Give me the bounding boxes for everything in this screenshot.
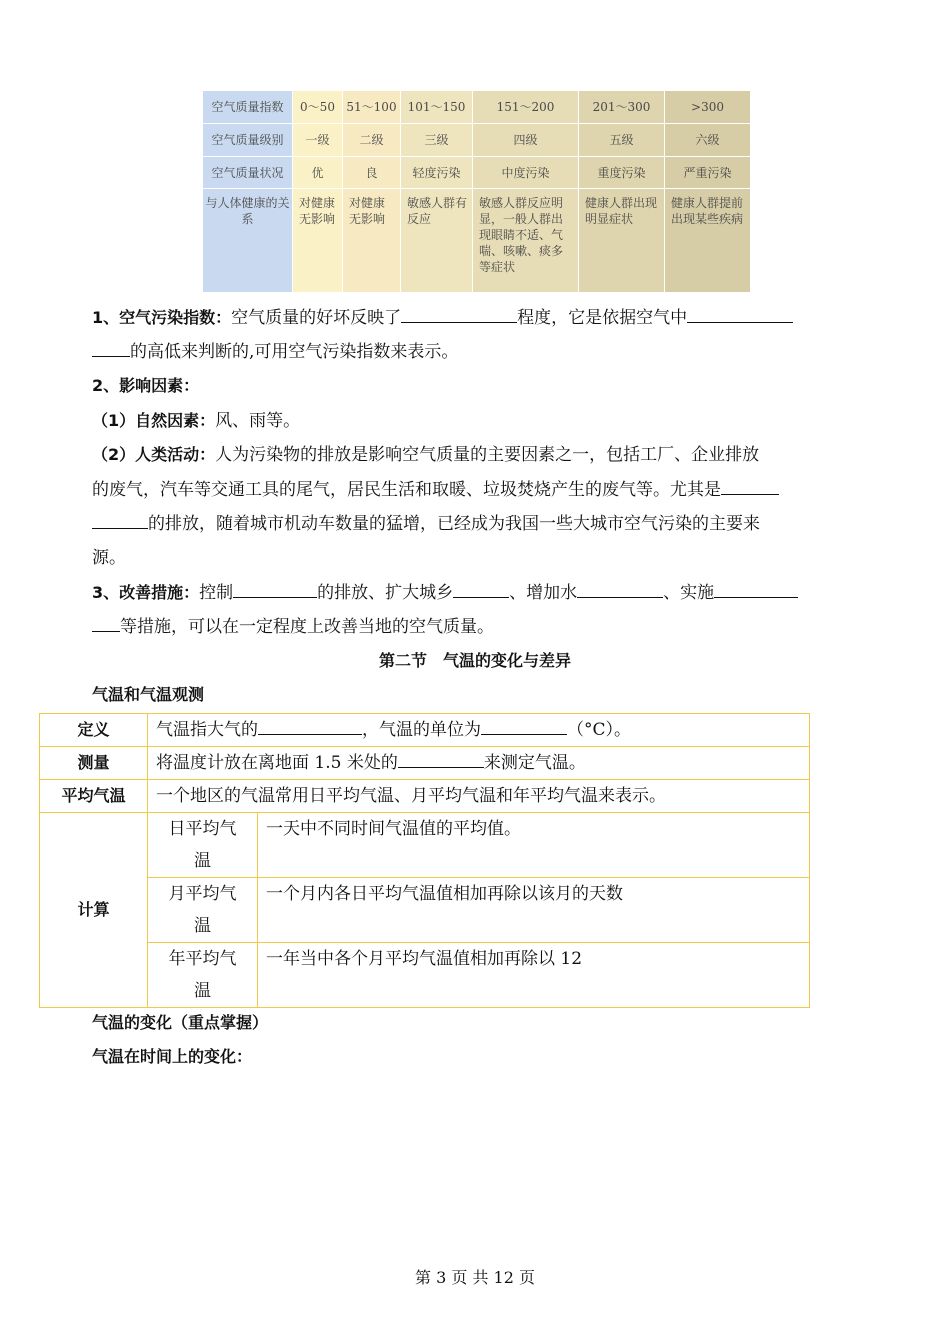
aqi-cell: 严重污染 bbox=[665, 157, 751, 189]
section3-line1 bbox=[92, 576, 862, 610]
aqi-cell: 五级 bbox=[579, 124, 665, 157]
subsection-title: 气温和气温观测 bbox=[92, 685, 205, 704]
aqi-cell: 201～300 bbox=[579, 91, 665, 124]
calc-name-cell bbox=[148, 878, 258, 943]
temp-row-calc-month bbox=[40, 878, 810, 943]
aqi-row-level bbox=[203, 124, 751, 157]
human-factor-text-b: 的废气，汽车等交通工具的尾气，居民生活和取暖、垃圾焚烧产生的废气等。尤其是 bbox=[92, 480, 721, 500]
aqi-cell: 三级 bbox=[401, 124, 473, 157]
aqi-cell: 健康人群出现明显症状 bbox=[579, 189, 665, 293]
section1-title: 1、空气污染指数： bbox=[92, 308, 232, 327]
aqi-cell: 重度污染 bbox=[579, 157, 665, 189]
section2-human-line1 bbox=[92, 438, 862, 472]
measure-cell bbox=[148, 747, 810, 780]
temp-row-measure bbox=[40, 747, 810, 780]
average-label: 平均气温 bbox=[40, 780, 148, 813]
aqi-cell: 101～150 bbox=[401, 91, 473, 124]
aqi-cell: 良 bbox=[343, 157, 401, 189]
air-quality-index-table bbox=[202, 90, 751, 293]
section3-title: 3、改善措施： bbox=[92, 583, 200, 602]
calc-name-b: 温 bbox=[194, 981, 211, 1001]
human-factor-text-a: 人为污染物的排放是影响空气质量的主要因素之一，包括工厂、企业排放 bbox=[215, 445, 760, 465]
calc-name-a: 日平均气 bbox=[168, 819, 237, 839]
temp-row-calc-day bbox=[40, 813, 810, 878]
section3-t2: 的排放、扩大城乡 bbox=[317, 583, 454, 603]
section1-line2 bbox=[92, 335, 862, 369]
aqi-cell: 敏感人群有反应 bbox=[401, 189, 473, 293]
calc-name-b: 温 bbox=[194, 851, 211, 871]
temperature-table bbox=[39, 713, 810, 1008]
aqi-cell: 一级 bbox=[293, 124, 343, 157]
measure-label: 测量 bbox=[40, 747, 148, 780]
human-factor-title: （2）人类活动： bbox=[92, 445, 216, 464]
aqi-cell: 四级 bbox=[473, 124, 579, 157]
section1-text-a: 空气质量的好坏反映了 bbox=[231, 308, 402, 328]
definition-cell bbox=[148, 714, 810, 747]
section1-text-c: 的高低来判断的,可用空气污染指数来表示。 bbox=[130, 342, 459, 362]
aqi-cell: 二级 bbox=[343, 124, 401, 157]
aqi-row-health bbox=[203, 189, 751, 293]
calc-desc: 一个月内各日平均气温值相加再除以该月的天数 bbox=[258, 878, 810, 943]
aqi-cell: 六级 bbox=[665, 124, 751, 157]
aqi-cell: 优 bbox=[293, 157, 343, 189]
natural-factor-title: （1）自然因素： bbox=[92, 411, 216, 430]
aqi-cell: 0～50 bbox=[293, 91, 343, 124]
calc-name-cell bbox=[148, 943, 258, 1008]
section2-title: 2、影响因素： bbox=[92, 376, 200, 395]
section3-line2 bbox=[92, 610, 862, 644]
section1-line1 bbox=[92, 301, 862, 335]
aqi-cell: 敏感人群反应明显，一般人群出现眼睛不适、气喘、咳嗽、痰多等症状 bbox=[473, 189, 579, 293]
time-change-title: 气温在时间上的变化： bbox=[92, 1047, 253, 1066]
fill-blank[interactable] bbox=[398, 748, 484, 768]
calc-name-b: 温 bbox=[194, 916, 211, 936]
calc-desc: 一年当中各个月平均气温值相加再除以 12 bbox=[258, 943, 810, 1008]
calc-name-a: 月平均气 bbox=[168, 884, 237, 904]
section3-t5: 等措施，可以在一定程度上改善当地的空气质量。 bbox=[120, 617, 494, 637]
section2-natural-line bbox=[92, 404, 862, 438]
fill-blank[interactable] bbox=[92, 612, 120, 632]
aqi-cell: 健康人群提前出现某些疾病 bbox=[665, 189, 751, 293]
definition-text-c: （°C）。 bbox=[567, 720, 632, 740]
calc-desc: 一天中不同时间气温值的平均值。 bbox=[258, 813, 810, 878]
aqi-cell: 对健康无影响 bbox=[293, 189, 343, 293]
average-text: 一个地区的气温常用日平均气温、月平均气温和年平均气温来表示。 bbox=[148, 780, 810, 813]
fill-blank[interactable] bbox=[258, 715, 362, 735]
fill-blank[interactable] bbox=[233, 578, 317, 598]
fill-blank[interactable] bbox=[577, 578, 663, 598]
calc-name-a: 年平均气 bbox=[168, 949, 237, 969]
aqi-cell: 对健康无影响 bbox=[343, 189, 401, 293]
aqi-cell: 51～100 bbox=[343, 91, 401, 124]
aqi-cell: 中度污染 bbox=[473, 157, 579, 189]
section3-t3: 、增加水 bbox=[509, 583, 578, 603]
aqi-cell: 151～200 bbox=[473, 91, 579, 124]
section1-text-b: 程度，它是依据空气中 bbox=[517, 308, 688, 328]
section2-human-line3 bbox=[92, 507, 862, 541]
fill-blank[interactable] bbox=[481, 715, 567, 735]
temp-row-calc-year bbox=[40, 943, 810, 1008]
aqi-row-label: 空气质量级别 bbox=[203, 124, 293, 157]
temperature-change-title: 气温的变化（重点掌握） bbox=[92, 1013, 269, 1032]
natural-factor-text: 风、雨等。 bbox=[215, 411, 301, 431]
fill-blank[interactable] bbox=[721, 475, 779, 495]
human-factor-text-c: 的排放，随着城市机动车数量的猛增，已经成为我国一些大城市空气污染的主要来 bbox=[148, 514, 760, 534]
calc-label: 计算 bbox=[40, 813, 148, 1008]
temp-row-definition bbox=[40, 714, 810, 747]
definition-text-b: ，气温的单位为 bbox=[362, 720, 481, 740]
section3-t1: 控制 bbox=[199, 583, 234, 603]
measure-text-b: 来测定气温。 bbox=[483, 753, 586, 773]
fill-blank[interactable] bbox=[92, 509, 148, 529]
section3-t4: 、实施 bbox=[663, 583, 715, 603]
fill-blank[interactable] bbox=[92, 337, 130, 357]
measure-text-a: 将温度计放在离地面 1.5 米处的 bbox=[156, 753, 398, 773]
section2-title-line bbox=[92, 369, 862, 403]
fill-blank[interactable] bbox=[714, 578, 798, 598]
section2-human-line2 bbox=[92, 473, 862, 507]
fill-blank[interactable] bbox=[453, 578, 509, 598]
fill-blank[interactable] bbox=[401, 303, 517, 323]
page-footer: 第 3 页 共 12 页 bbox=[415, 1268, 535, 1287]
calc-name-cell bbox=[148, 813, 258, 878]
section2-human-line4 bbox=[92, 541, 862, 575]
aqi-cell: >300 bbox=[665, 91, 751, 124]
definition-label: 定义 bbox=[40, 714, 148, 747]
temp-row-average bbox=[40, 780, 810, 813]
human-factor-text-d: 源。 bbox=[92, 548, 126, 568]
definition-text-a: 气温指大气的 bbox=[156, 720, 258, 740]
fill-blank[interactable] bbox=[687, 303, 793, 323]
aqi-row-label: 与人体健康的关系 bbox=[203, 189, 293, 293]
aqi-row-index bbox=[203, 91, 751, 124]
aqi-cell: 轻度污染 bbox=[401, 157, 473, 189]
aqi-row-label: 空气质量指数 bbox=[203, 91, 293, 124]
chapter-title: 第二节 气温的变化与差异 bbox=[378, 651, 571, 670]
aqi-row-status bbox=[203, 157, 751, 189]
aqi-row-label: 空气质量状况 bbox=[203, 157, 293, 189]
